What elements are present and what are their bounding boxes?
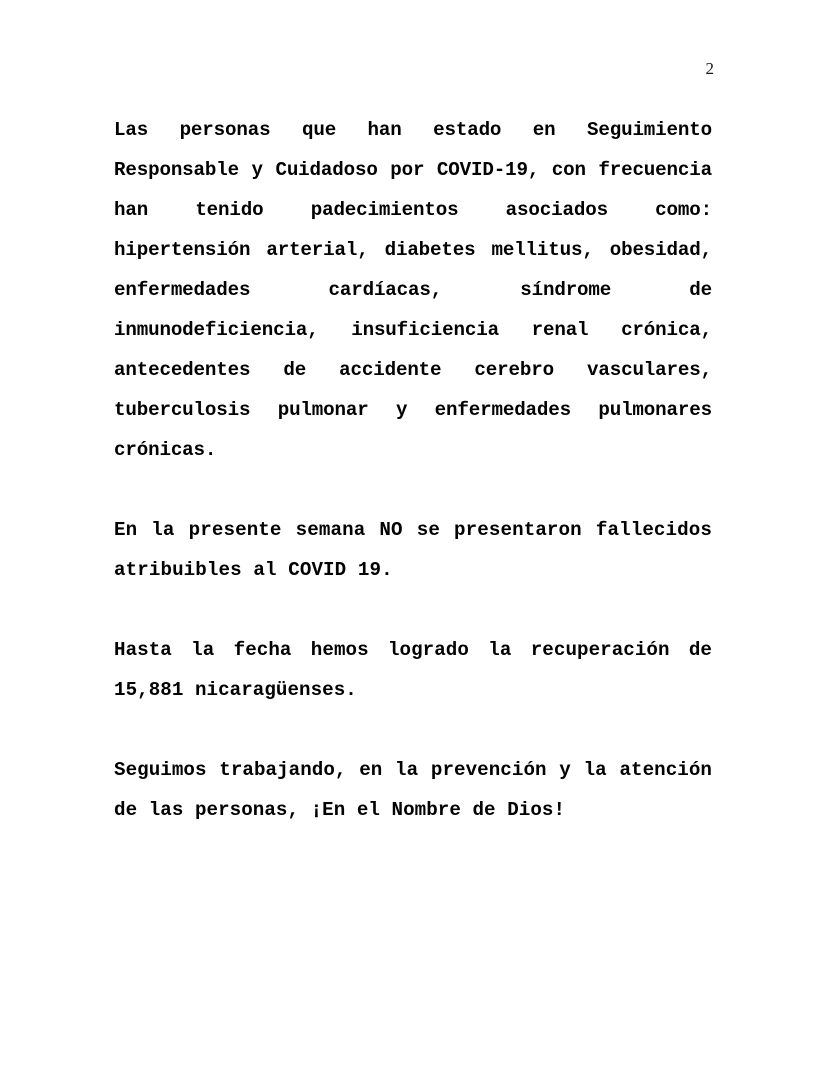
document-body bbox=[114, 110, 712, 830]
page-number: 2 bbox=[705, 59, 714, 78]
paragraph-closing: Seguimos trabajando, en la prevención y la atención de las personas, ¡En el Nombre de Dios! bbox=[114, 759, 712, 821]
paragraph-comorbidities: Las personas que han estado en Seguimiento Responsable y Cuidadoso por COVID-19, con frecuencia han tenido padecimientos asociados como: hipertensión arterial, diabetes mellitus, obesidad, enfermedades cardíacas, síndrome de inmunodeficiencia, insuficiencia renal crónica, antecedentes de accidente cerebro vasculares, tuberculosis pulmonar y enfermedades pulmonares crónicas. bbox=[114, 119, 712, 461]
paragraph-deaths: En la presente semana NO se presentaron fallecidos atribuibles al COVID 19. bbox=[114, 519, 712, 581]
paragraph-recovered: Hasta la fecha hemos logrado la recuperación de 15,881 nicaragüenses. bbox=[114, 639, 712, 701]
